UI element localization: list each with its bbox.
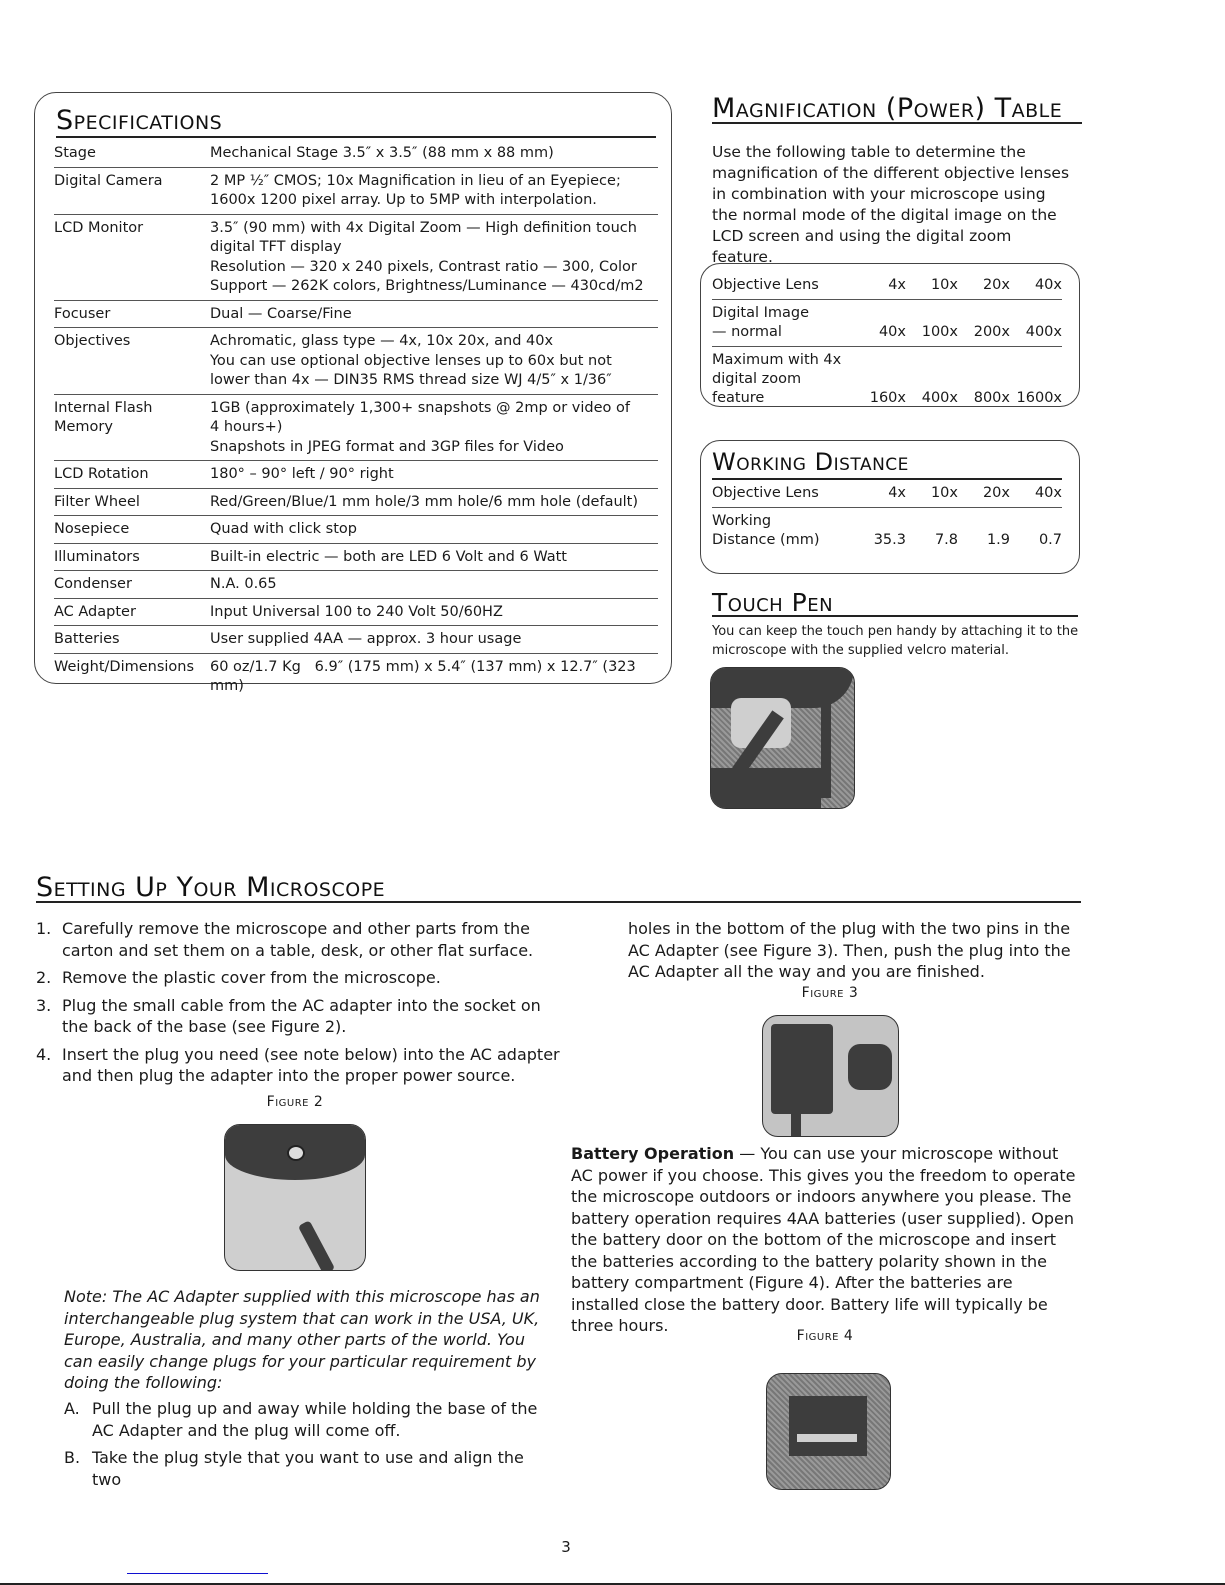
spec-key: AC Adapter (54, 603, 136, 620)
table-cell: 160x (869, 390, 906, 406)
table-cell: 10x (930, 277, 958, 293)
spec-key: Internal Flash Memory (54, 399, 153, 435)
page-number: 3 (561, 1538, 571, 1556)
row-label-line: — normal (712, 324, 782, 340)
row-label-line: Objective Lens (712, 277, 819, 293)
spec-value-line: Dual — Coarse/Fine (210, 305, 352, 322)
spec-value (210, 493, 658, 513)
table-cell: 35.3 (873, 532, 906, 548)
spec-row (54, 461, 658, 489)
table-row (712, 480, 1062, 508)
table-cell: 4x (888, 485, 906, 501)
touch-pen-heading (712, 590, 1078, 617)
spec-value-line: 60 oz/1.7 Kg 6.9″ (175 mm) x 5.4″ (137 mm) x 12.7″ (323 mm) (210, 658, 636, 694)
table-cell: 40x (1034, 485, 1062, 501)
table-row (712, 272, 1062, 300)
spec-value-line: N.A. 0.65 (210, 576, 277, 592)
battery-operation-text (571, 1143, 1081, 1337)
spec-value-line: 1GB (approximately 1,300+ snapshots @ 2mp or video of (210, 399, 630, 416)
spec-key: Nosepiece (54, 521, 130, 537)
table-cell: 100x (921, 324, 958, 340)
spec-value-line: User supplied 4AA — approx. 3 hour usage (210, 631, 522, 647)
spec-value (210, 465, 658, 485)
spec-row (54, 571, 658, 599)
spec-value-line: digital TFT display (210, 239, 342, 255)
row-label (712, 351, 854, 408)
specifications-table (54, 140, 658, 700)
microscope-touch-pen-photo-icon (710, 667, 855, 809)
magnification-heading (712, 95, 1082, 124)
figure-4-label: Figure 4 (796, 1328, 854, 1344)
spec-value (210, 219, 658, 297)
table-cell: 800x (973, 390, 1010, 406)
spec-value (210, 575, 658, 595)
setup-step (36, 995, 566, 1038)
spec-value (210, 305, 658, 325)
setup-steps-list (36, 918, 566, 1093)
battery-body: — You can use your microscope without AC power if you choose. This gives you the freedom to operate the microscope outdoors or indoors anywhere you please. The battery operation requires 4AA batteries (user supplied). Open the battery door on the bottom of the microscope and insert the batteries according to the battery polarity shown in the battery compartment (Figure 4). After the batteries are installed close the battery door. Battery life will typically be three hours. (571, 1144, 1076, 1335)
setup-title: Setting Up Your Microscope (36, 872, 386, 903)
figure-3-label: Figure 3 (801, 985, 859, 1001)
specifications-title: Specifications (56, 105, 223, 136)
spec-value-line: You can use optional objective lenses up to 60x but not (210, 352, 612, 369)
adapter-note: Note: The AC Adapter supplied with this microscope has an interchangeable plug system that can work in the USA, UK, Europe, Australia, and many other parts of the world. You can easily change plugs for your particular requirement by doing the following: (64, 1287, 540, 1392)
spec-value-line: 180° – 90° left / 90° right (210, 466, 394, 482)
setup-step (36, 1044, 566, 1087)
table-cell: 4x (888, 277, 906, 293)
substep-text: Pull the plug up and away while holding the base of the AC Adapter and the plug will come off. (92, 1399, 538, 1440)
step-text: Insert the plug you need (see note below) into the AC adapter and then plug the adapter into the proper power source. (62, 1044, 560, 1085)
spec-row (54, 544, 658, 572)
spec-key: Digital Camera (54, 172, 163, 189)
substep-continuation: holes in the bottom of the plug with the two pins in the AC Adapter (see Figure 3). Then, push the plug into the AC Adapter all the way and you are finished. (628, 919, 1071, 981)
ac-adapter-plug-photo-icon (762, 1015, 899, 1137)
spec-value-line: 4 hours+) (210, 419, 283, 435)
spec-value (210, 399, 658, 458)
spec-row (54, 328, 658, 395)
row-label-line: Digital Image (712, 305, 810, 321)
setup-step (36, 918, 566, 961)
spec-value (210, 144, 658, 164)
spec-row (54, 626, 658, 654)
battery-heading: Battery Operation (571, 1144, 735, 1163)
row-label-line: Objective Lens (712, 485, 819, 501)
working-distance-title: Working Distance (712, 448, 909, 476)
battery-compartment-photo-icon (766, 1373, 891, 1490)
table-cell: 7.8 (934, 532, 958, 548)
spec-value (210, 332, 658, 391)
table-cell: 20x (982, 485, 1010, 501)
spec-key: Objectives (54, 333, 131, 349)
spec-key: Filter Wheel (54, 493, 140, 510)
magnification-table (712, 272, 1062, 412)
table-cell: 20x (982, 277, 1010, 293)
base-socket-cable-photo-icon (224, 1124, 366, 1271)
spec-value-line: Red/Green/Blue/1 mm hole/3 mm hole/6 mm hole (default) (210, 493, 639, 510)
table-row (712, 347, 1062, 412)
spec-key: Stage (54, 145, 96, 161)
spec-row (54, 599, 658, 627)
spec-value-line: Snapshots in JPEG format and 3GP files for Video (210, 438, 564, 455)
table-cell: 40x (878, 324, 906, 340)
spec-key: Illuminators (54, 548, 140, 565)
spec-key: Weight/Dimensions (54, 658, 195, 675)
spec-value-line: Mechanical Stage 3.5″ x 3.5″ (88 mm x 88 mm) (210, 145, 554, 161)
spec-value-line: Achromatic, glass type — 4x, 10x 20x, and 40x (210, 333, 554, 349)
figure-2-label: Figure 2 (266, 1094, 324, 1110)
row-label (712, 304, 854, 342)
table-cell: 1.9 (986, 532, 1010, 548)
spec-row (54, 654, 658, 700)
plug-substep (64, 1398, 554, 1441)
table-cell: 200x (973, 324, 1010, 340)
row-label-line: Maximum with 4x (712, 352, 842, 368)
magnification-title: Magnification (Power) Table (712, 93, 1063, 124)
spec-value-line: Support — 262K colors, Brightness/Luminance — 430cd/m2 (210, 278, 644, 294)
substep-letter: A. (64, 1399, 80, 1418)
spec-value-line: Resolution — 320 x 240 pixels, Contrast ratio — 300, Color (210, 258, 637, 275)
spec-value (210, 548, 658, 568)
spec-row (54, 168, 658, 215)
spec-value (210, 520, 658, 540)
spec-row (54, 215, 658, 301)
table-cell: 10x (930, 485, 958, 501)
step-number: 2. (36, 968, 52, 987)
step-number: 1. (36, 919, 52, 938)
link-underline (127, 1573, 268, 1574)
table-cell: 400x (921, 390, 958, 406)
spec-value (210, 630, 658, 650)
plug-substeps-list (64, 1398, 554, 1496)
substep-text: Take the plug style that you want to use and align the two (92, 1448, 524, 1489)
row-label (712, 484, 854, 503)
spec-value-line: 1600x 1200 pixel array. Up to 5MP with interpolation. (210, 192, 597, 208)
spec-key: LCD Monitor (54, 219, 144, 236)
touch-pen-title: Touch Pen (712, 588, 834, 617)
spec-row (54, 489, 658, 517)
row-label (712, 276, 854, 295)
setup-step (36, 967, 566, 989)
spec-key: Batteries (54, 631, 120, 647)
spec-key: Focuser (54, 305, 111, 322)
row-label (712, 512, 854, 550)
spec-value (210, 172, 658, 211)
spec-value-line: 2 MP ½″ CMOS; 10x Magnification in lieu of an Eyepiece; (210, 172, 621, 189)
spec-value (210, 603, 658, 623)
spec-value-line: 3.5″ (90 mm) with 4x Digital Zoom — High definition touch (210, 219, 637, 236)
substep-letter: B. (64, 1448, 81, 1467)
table-cell: 1600x (1016, 390, 1062, 406)
step-number: 4. (36, 1044, 52, 1064)
row-label-line: Distance (mm) (712, 532, 820, 548)
row-label-line: digital zoom feature (712, 371, 802, 406)
step-number: 3. (36, 995, 52, 1015)
spec-value (210, 658, 658, 697)
spec-value-line: lower than 4x — DIN35 RMS thread size WJ 4/5″ x 1/36″ (210, 372, 612, 388)
specifications-heading (56, 107, 656, 138)
spec-row (54, 140, 658, 168)
spec-value-line: Built-in electric — both are LED 6 Volt and 6 Watt (210, 548, 567, 565)
table-row (712, 300, 1062, 347)
spec-value-line: Quad with click stop (210, 521, 357, 537)
table-cell: 400x (1025, 324, 1062, 340)
row-label-line: Working (712, 513, 772, 529)
spec-row (54, 516, 658, 544)
spec-row (54, 395, 658, 462)
working-distance-heading (712, 450, 1062, 474)
step-text: Remove the plastic cover from the microscope. (62, 968, 441, 987)
spec-key: LCD Rotation (54, 466, 149, 482)
touch-pen-text: You can keep the touch pen handy by attaching it to the microscope with the supplied velcro material. (712, 624, 1079, 658)
magnification-intro: Use the following table to determine the magnification of the different objective lenses in combination with your microscope using the normal mode of the digital image on the LCD screen and using the digital zoom feature. (712, 143, 1070, 266)
spec-row (54, 301, 658, 329)
plug-substep (64, 1447, 554, 1490)
step-text: Carefully remove the microscope and other parts from the carton and set them on a table, desk, or other flat surface. (62, 919, 534, 960)
working-distance-table (712, 478, 1062, 554)
step-text: Plug the small cable from the AC adapter into the socket on the back of the base (see Figure 2). (62, 995, 541, 1036)
setup-heading (36, 874, 1081, 903)
spec-key: Condenser (54, 576, 132, 592)
table-cell: 0.7 (1038, 532, 1062, 548)
table-cell: 40x (1034, 277, 1062, 293)
spec-value-line: Input Universal 100 to 240 Volt 50/60HZ (210, 603, 503, 620)
table-row (712, 508, 1062, 554)
